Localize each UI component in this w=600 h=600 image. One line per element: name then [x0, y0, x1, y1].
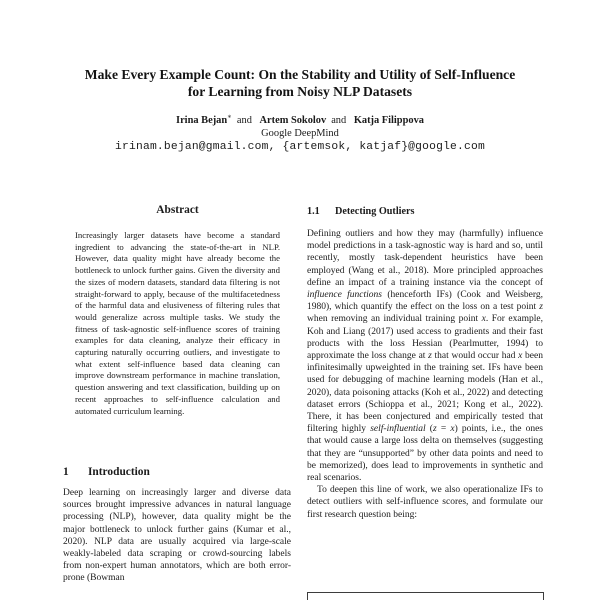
- introduction-paragraph: Deep learning on increasingly larger and diverse data sources brought impressive advances in natural language processing (NLP), however, data quality might be the major bottleneck to unlock further gains (Kumar et al., 2020). NLP data are usually acquired via large-scale weakly-labeled data scraping or crowd-sourcing labels from non-expert human annotators, which are both error-prone (Bowman: [63, 488, 291, 584]
- subsection-number: 1.1: [307, 206, 320, 217]
- author-1-footnote-mark: ∗: [227, 112, 232, 121]
- author-emails: irinam.bejan@gmail.com, {artemsok, katjaf}@google.com: [115, 141, 485, 153]
- author-3: Katja Filippova: [353, 115, 424, 126]
- author-1: Irina Bejan: [176, 115, 228, 126]
- section-heading-introduction: [63, 466, 291, 478]
- section-title: Introduction: [88, 466, 150, 478]
- research-question-box: [307, 592, 544, 600]
- right-column: [307, 228, 543, 521]
- abstract-heading: Abstract: [156, 204, 199, 216]
- subsection-title: Detecting Outliers: [335, 206, 415, 217]
- author-separator-1: and: [236, 115, 252, 126]
- detecting-outliers-paragraph-1: Defining outliers and how they may (harmfully) influence model predictions in a task-agnostic way is hard and so, until recently, mostly task-dependent heuristics have been employed (Wang et al., 2018). More principled approaches define an impact of a training instance via the concept of influence functions (henceforth IFs) (Cook and Weisberg, 1980), which quantify the effect on the loss on a test point z when removing an individual training point x. For example, Koh and Liang (2017) used access to gradients and their fast products with the loss Hessian (Pearlmutter, 1994) to approximate the loss change at z that would occur had x been infinitesimally upweighted in the training set. IFs have been used for debugging of machine learning models (Han et al., 2020), data poisoning attacks (Koh et al., 2022) and detecting dataset errors (Schioppa et al., 2021; Kong et al., 2022). There, it has been conjectured and empirically tested that filtering highly self-influential (z = x) points, i.e., the ones that would cause a large loss delta on themselves (suggesting that they are “unsupported” by other data points and need to be memorized), does lead to improvements in synthetic and real scenarios.: [307, 229, 543, 484]
- subsection-heading-detecting-outliers: [307, 206, 543, 217]
- paper-header: [30, 67, 570, 154]
- affiliation: Google DeepMind: [261, 128, 339, 139]
- abstract-body: Increasingly larger datasets have become a standard ingredient to advancing the state-of-the-art in NLP. However, data quality might have already become the bottleneck to unlock further gains. Given the diversity and the sizes of modern datasets, standard data filtering is not straight-forward to apply, because of the multifacetedness of the harmful data and elusiveness of filtering rules that would generalize across multiple tasks. We study the fitness of task-agnostic self-influence scores of training examples for data cleaning, analyze their efficacy in capturing naturally occurring outliers, and investigate to what extent self-influence based data cleaning can improve downstream performance in machine translation, question answering and text classification, building up on recent approaches to self-influence calculation and automated curriculum learning.: [75, 230, 280, 416]
- paper-title-line-2: for Learning from Noisy NLP Datasets: [187, 83, 413, 99]
- detecting-outliers-paragraph-2: To deepen this line of work, we also operationalize IFs to detect outliers with self-influence scores, and formulate our first research question being:: [307, 485, 543, 520]
- author-2: Artem Sokolov: [259, 115, 327, 126]
- section-number: 1: [63, 466, 69, 478]
- author-separator-2: and: [331, 115, 347, 126]
- authors-line: [30, 114, 570, 127]
- paper-title-line-1: Make Every Example Count: On the Stability and Utility of Self-Influence: [84, 67, 516, 82]
